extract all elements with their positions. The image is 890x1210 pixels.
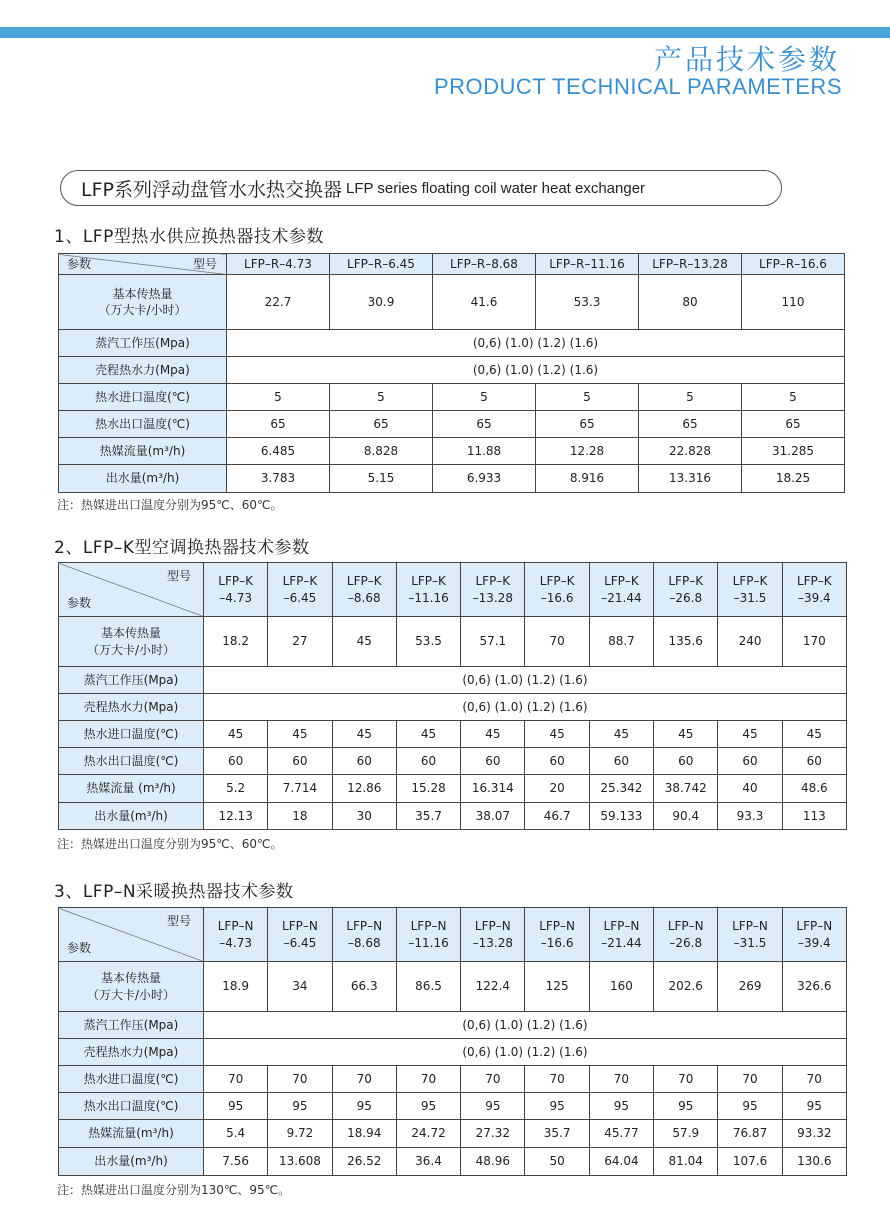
cell: 20 (525, 775, 589, 803)
model-header (525, 908, 589, 962)
table-row (59, 1148, 847, 1176)
cell: 45 (396, 721, 460, 748)
cell: 40 (718, 775, 782, 803)
corner-model-label: 型号 (166, 914, 191, 928)
row-label-shell: 壳程热水力(Mpa) (59, 1039, 204, 1066)
cell: 22.7 (227, 275, 330, 330)
model-header (204, 908, 268, 962)
row-label-inlet: 热水进口温度(℃) (59, 384, 227, 411)
cell: 65 (742, 411, 845, 438)
cell: 70 (396, 1066, 460, 1093)
cell: 34 (268, 962, 332, 1012)
cell: 95 (589, 1093, 653, 1120)
cell: 95 (268, 1093, 332, 1120)
cell: 5 (639, 384, 742, 411)
cell: 95 (525, 1093, 589, 1120)
table-row (59, 275, 845, 330)
table-note-1: 注：热媒进出口温度分别为95℃、60℃。 (57, 498, 283, 512)
cell: 36.4 (396, 1148, 460, 1176)
cell: 95 (204, 1093, 268, 1120)
cell: 24.72 (396, 1120, 460, 1148)
cell: 60 (654, 748, 718, 775)
cell: 50 (525, 1148, 589, 1176)
cell: 60 (396, 748, 460, 775)
cell: 8.828 (330, 438, 433, 465)
model-size: –31.5 (733, 590, 767, 605)
corner-model-label: 型号 (192, 257, 217, 271)
model-series: LFP–K (218, 574, 253, 589)
spec-table-lfp-k (58, 562, 847, 830)
cell: 107.6 (718, 1148, 782, 1176)
cell: 5 (433, 384, 536, 411)
cell: 5.2 (204, 775, 268, 803)
table-row (59, 721, 847, 748)
cell: 25.342 (589, 775, 653, 803)
corner-param-label: 参数 (67, 940, 92, 955)
table-row (59, 803, 847, 830)
cell: 240 (718, 617, 782, 667)
model-series: LFP–N (410, 919, 447, 934)
row-label-water: 出水量(m³/h) (59, 465, 227, 493)
cell: 60 (332, 748, 396, 775)
cell: 16.314 (461, 775, 525, 803)
merged-cell: (0,6) (1.0) (1.2) (1.6) (204, 667, 847, 694)
cell: 45 (204, 721, 268, 748)
model-header: LFP–R–13.28 (639, 254, 742, 275)
cell: 95 (654, 1093, 718, 1120)
model-size: –8.68 (347, 935, 381, 950)
cell: 70 (525, 617, 589, 667)
model-header (782, 563, 846, 617)
corner-param-label: 参数 (67, 595, 92, 610)
model-series: LFP–N (603, 919, 640, 934)
cell: 45 (718, 721, 782, 748)
model-header (332, 563, 396, 617)
model-size: –11.16 (408, 590, 449, 605)
cell: 202.6 (654, 962, 718, 1012)
table-row (59, 617, 847, 667)
model-header (268, 563, 332, 617)
cell: 65 (639, 411, 742, 438)
merged-cell: (0,6) (1.0) (1.2) (1.6) (227, 330, 845, 357)
row-label-water: 出水量(m³/h) (59, 1148, 204, 1176)
cell: 45 (525, 721, 589, 748)
model-header (461, 563, 525, 617)
section-title-3: 3、LFP–N采暖换热器技术参数 (54, 882, 294, 902)
cell: 70 (589, 1066, 653, 1093)
table-row (59, 908, 847, 962)
cell: 9.72 (268, 1120, 332, 1148)
table-row (59, 330, 845, 357)
cell: 45 (589, 721, 653, 748)
cell: 48.96 (461, 1148, 525, 1176)
cell: 5.4 (204, 1120, 268, 1148)
cell: 70 (332, 1066, 396, 1093)
model-series: LFP–K (282, 574, 318, 589)
cell: 18.2 (204, 617, 268, 667)
series-title-cn: LFP系列浮动盘管水水热交换器 (81, 178, 342, 201)
model-size: –4.73 (219, 590, 252, 605)
table-row (59, 1012, 847, 1039)
cell: 12.13 (204, 803, 268, 830)
model-series: LFP–K (475, 574, 511, 589)
model-series: LFP–K (539, 574, 575, 589)
cell: 38.07 (461, 803, 525, 830)
heat-label-line2: （万大卡/小时） (98, 303, 187, 317)
cell: 11.88 (433, 438, 536, 465)
cell: 130.6 (782, 1148, 846, 1176)
cell: 70 (782, 1066, 846, 1093)
cell: 5 (742, 384, 845, 411)
row-label-steam: 蒸汽工作压(Mpa) (59, 667, 204, 694)
row-label-flow: 热媒流量 (m³/h) (59, 775, 204, 803)
model-header (654, 908, 718, 962)
model-series: LFP–N (796, 919, 833, 934)
cell: 18 (268, 803, 332, 830)
cell: 66.3 (332, 962, 396, 1012)
model-header (396, 563, 460, 617)
merged-cell: (0,6) (1.0) (1.2) (1.6) (204, 694, 847, 721)
table-row (59, 667, 847, 694)
cell: 45 (782, 721, 846, 748)
cell: 3.783 (227, 465, 330, 493)
model-series: LFP–N (282, 919, 318, 934)
model-series: LFP–N (539, 919, 576, 934)
cell: 26.52 (332, 1148, 396, 1176)
heat-label-line1: 基本传热量 (112, 286, 173, 301)
model-header (268, 908, 332, 962)
model-size: –11.16 (408, 935, 449, 950)
model-series: LFP–K (668, 574, 704, 589)
cell: 5.15 (330, 465, 433, 493)
model-header: LFP–R–6.45 (330, 254, 433, 275)
table-row (59, 438, 845, 465)
model-size: –4.73 (219, 935, 252, 950)
table-row (59, 357, 845, 384)
cell: 93.32 (782, 1120, 846, 1148)
model-header (718, 908, 782, 962)
cell: 269 (718, 962, 782, 1012)
model-header (654, 563, 718, 617)
cell: 65 (536, 411, 639, 438)
table-note-2: 注：热媒进出口温度分别为95℃、60℃。 (57, 837, 283, 851)
row-label-steam: 蒸汽工作压(Mpa) (59, 330, 227, 357)
model-size: –26.8 (669, 590, 703, 605)
cell: 48.6 (782, 775, 846, 803)
row-label-inlet: 热水进口温度(℃) (59, 721, 204, 748)
cell: 12.28 (536, 438, 639, 465)
cell: 45 (654, 721, 718, 748)
table-row (59, 254, 845, 275)
cell: 18.94 (332, 1120, 396, 1148)
cell: 95 (396, 1093, 460, 1120)
model-header (332, 908, 396, 962)
cell: 30 (332, 803, 396, 830)
cell: 45.77 (589, 1120, 653, 1148)
row-label-shell: 壳程热水力(Mpa) (59, 694, 204, 721)
row-label-water: 出水量(m³/h) (59, 803, 204, 830)
cell: 45 (461, 721, 525, 748)
model-size: –21.44 (601, 590, 642, 605)
cell: 5 (330, 384, 433, 411)
cell: 81.04 (654, 1148, 718, 1176)
spec-table-lfp-r (58, 253, 845, 493)
model-header (589, 908, 653, 962)
cell: 5 (227, 384, 330, 411)
diagonal-header-cell (59, 908, 204, 962)
cell: 46.7 (525, 803, 589, 830)
model-size: –26.8 (669, 935, 703, 950)
model-series: LFP–K (604, 574, 639, 589)
cell: 135.6 (654, 617, 718, 667)
row-label-heat (59, 617, 204, 667)
cell: 125 (525, 962, 589, 1012)
cell: 70 (654, 1066, 718, 1093)
model-header: LFP–R–11.16 (536, 254, 639, 275)
cell: 41.6 (433, 275, 536, 330)
cell: 60 (589, 748, 653, 775)
model-header (461, 908, 525, 962)
cell: 30.9 (330, 275, 433, 330)
merged-cell: (0,6) (1.0) (1.2) (1.6) (204, 1012, 847, 1039)
heat-label-line1: 基本传热量 (100, 626, 161, 641)
cell: 60 (204, 748, 268, 775)
row-label-inlet: 热水进口温度(℃) (59, 1066, 204, 1093)
cell: 80 (639, 275, 742, 330)
model-series: LFP–N (732, 919, 768, 934)
model-header (589, 563, 653, 617)
table-row (59, 1120, 847, 1148)
cell: 70 (204, 1066, 268, 1093)
model-size: –39.4 (797, 590, 831, 605)
model-header: LFP–R–8.68 (433, 254, 536, 275)
cell: 170 (782, 617, 846, 667)
cell: 18.9 (204, 962, 268, 1012)
table-row (59, 775, 847, 803)
row-label-shell: 壳程热水力(Mpa) (59, 357, 227, 384)
table-row (59, 384, 845, 411)
model-header (782, 908, 846, 962)
top-accent-bar (0, 27, 890, 38)
cell: 95 (718, 1093, 782, 1120)
series-title-box (60, 170, 782, 206)
cell: 45 (268, 721, 332, 748)
model-series: LFP–N (217, 919, 254, 934)
page-title-en: PRODUCT TECHNICAL PARAMETERS (433, 74, 842, 99)
spec-table-lfp-n (58, 907, 847, 1176)
model-size: –16.6 (540, 590, 574, 605)
cell: 18.25 (742, 465, 845, 493)
cell: 45 (332, 617, 396, 667)
cell: 22.828 (639, 438, 742, 465)
section-title-1: 1、LFP型热水供应换热器技术参数 (54, 227, 324, 247)
row-label-outlet: 热水出口温度(℃) (59, 1093, 204, 1120)
row-label-flow: 热媒流量(m³/h) (59, 1120, 204, 1148)
cell: 93.3 (718, 803, 782, 830)
model-size: –6.45 (283, 590, 317, 605)
heat-label-line2: （万大卡/小时） (86, 642, 176, 657)
model-header (718, 563, 782, 617)
cell: 57.9 (654, 1120, 718, 1148)
model-size: –31.5 (733, 935, 767, 950)
cell: 45 (332, 721, 396, 748)
cell: 27 (268, 617, 332, 667)
model-header: LFP–R–16.6 (742, 254, 845, 275)
model-series: LFP–N (346, 919, 383, 934)
cell: 13.316 (639, 465, 742, 493)
corner-model-label: 型号 (166, 569, 191, 583)
cell: 113 (782, 803, 846, 830)
cell: 12.86 (332, 775, 396, 803)
cell: 76.87 (718, 1120, 782, 1148)
model-header (204, 563, 268, 617)
cell: 70 (718, 1066, 782, 1093)
cell: 35.7 (525, 1120, 589, 1148)
model-series: LFP–K (796, 574, 832, 589)
cell: 7.714 (268, 775, 332, 803)
cell: 53.5 (396, 617, 460, 667)
model-header (396, 908, 460, 962)
table-row (59, 1066, 847, 1093)
section-title-2: 2、LFP–K型空调换热器技术参数 (54, 538, 310, 558)
cell: 95 (782, 1093, 846, 1120)
row-label-outlet: 热水出口温度(℃) (59, 411, 227, 438)
model-size: –16.6 (540, 935, 574, 950)
cell: 35.7 (396, 803, 460, 830)
cell: 57.1 (461, 617, 525, 667)
merged-cell: (0,6) (1.0) (1.2) (1.6) (204, 1039, 847, 1066)
cell: 86.5 (396, 962, 460, 1012)
table-row (59, 465, 845, 493)
row-label-flow: 热媒流量(m³/h) (59, 438, 227, 465)
table-row (59, 563, 847, 617)
model-series: LFP–K (346, 574, 382, 589)
row-label-steam: 蒸汽工作压(Mpa) (59, 1012, 204, 1039)
cell: 6.485 (227, 438, 330, 465)
row-label-outlet: 热水出口温度(℃) (59, 748, 204, 775)
table-note-3: 注：热媒进出口温度分别为130℃、95℃。 (57, 1183, 291, 1197)
table-row (59, 748, 847, 775)
cell: 95 (461, 1093, 525, 1120)
cell: 88.7 (589, 617, 653, 667)
cell: 5 (536, 384, 639, 411)
cell: 70 (461, 1066, 525, 1093)
model-size: –8.68 (347, 590, 381, 605)
cell: 326.6 (782, 962, 846, 1012)
model-series: LFP–N (474, 919, 511, 934)
cell: 110 (742, 275, 845, 330)
cell: 60 (782, 748, 846, 775)
table-row (59, 694, 847, 721)
row-label-heat (59, 962, 204, 1012)
cell: 8.916 (536, 465, 639, 493)
model-size: –13.28 (472, 590, 514, 605)
cell: 65 (227, 411, 330, 438)
corner-param-label: 参数 (67, 256, 92, 271)
model-size: –6.45 (283, 935, 317, 950)
cell: 70 (268, 1066, 332, 1093)
cell: 65 (433, 411, 536, 438)
model-size: –13.28 (472, 935, 514, 950)
table-row (59, 1039, 847, 1066)
page-title-cn: 产品技术参数 (653, 43, 840, 76)
heat-label-line1: 基本传热量 (100, 971, 161, 986)
cell: 160 (589, 962, 653, 1012)
table-row (59, 962, 847, 1012)
model-series: LFP–N (667, 919, 704, 934)
cell: 122.4 (461, 962, 525, 1012)
series-title-en: LFP series floating coil water heat exchanger (345, 179, 646, 197)
row-label-heat (59, 275, 227, 330)
cell: 31.285 (742, 438, 845, 465)
cell: 59.133 (589, 803, 653, 830)
cell: 70 (525, 1066, 589, 1093)
heat-label-line2: （万大卡/小时） (86, 987, 176, 1002)
cell: 15.28 (396, 775, 460, 803)
cell: 65 (330, 411, 433, 438)
cell: 27.32 (461, 1120, 525, 1148)
cell: 60 (718, 748, 782, 775)
cell: 53.3 (536, 275, 639, 330)
merged-cell: (0,6) (1.0) (1.2) (1.6) (227, 357, 845, 384)
model-series: LFP–K (732, 574, 768, 589)
cell: 95 (332, 1093, 396, 1120)
cell: 6.933 (433, 465, 536, 493)
cell: 64.04 (589, 1148, 653, 1176)
table-row (59, 1093, 847, 1120)
diagonal-header-cell (59, 254, 227, 275)
model-series: LFP–K (411, 574, 446, 589)
model-size: –21.44 (601, 935, 642, 950)
diagonal-header-cell (59, 563, 204, 617)
model-size: –39.4 (797, 935, 831, 950)
cell: 60 (268, 748, 332, 775)
cell: 60 (461, 748, 525, 775)
cell: 38.742 (654, 775, 718, 803)
cell: 90.4 (654, 803, 718, 830)
cell: 60 (525, 748, 589, 775)
cell: 7.56 (204, 1148, 268, 1176)
model-header: LFP–R–4.73 (227, 254, 330, 275)
cell: 13.608 (268, 1148, 332, 1176)
model-header (525, 563, 589, 617)
table-row (59, 411, 845, 438)
